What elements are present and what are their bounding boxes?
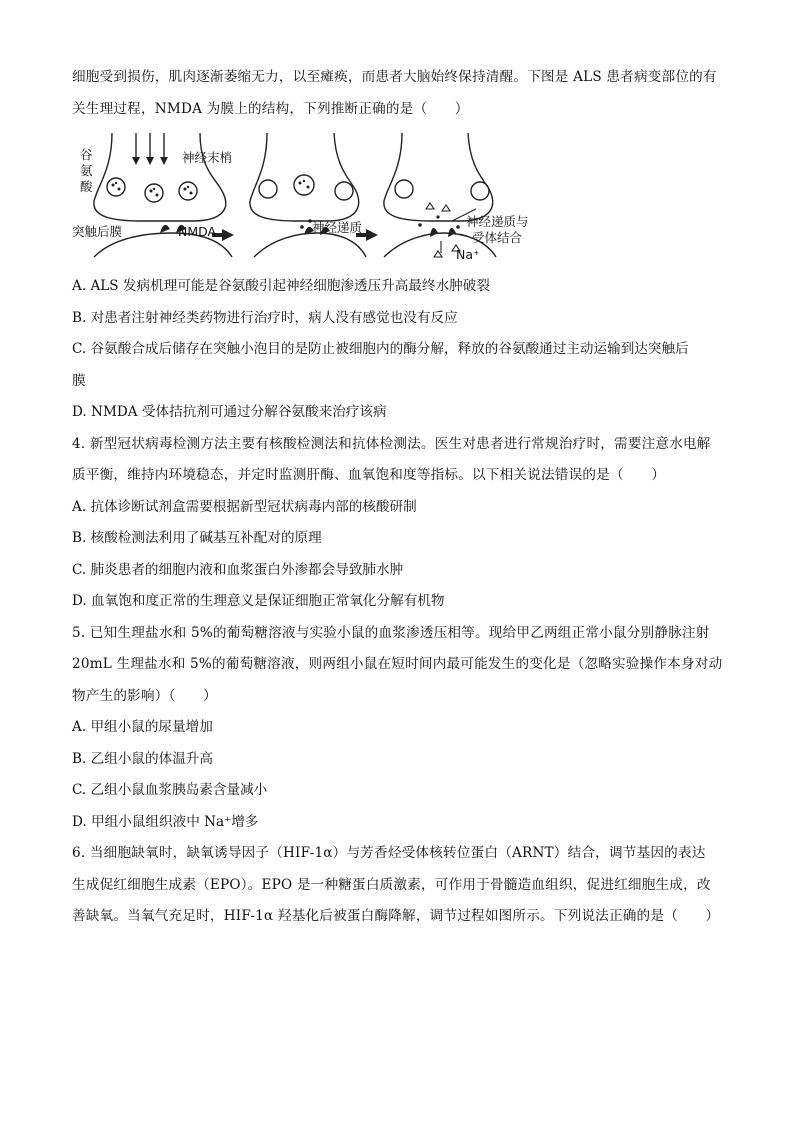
q3-option-c-line1: C. 谷氨酸合成后储存在突触小泡目的是防止被细胞内的酶分解，释放的谷氨酸通过主动运输到达突触后 [72, 341, 689, 357]
q5-option-a: A. 甲组小鼠的尿量增加 [72, 719, 213, 735]
exam-page [72, 62, 724, 933]
q4-stem-line1: 4. 新型冠状病毒检测方法主要有核酸检测法和抗体检测法。医生对患者进行常规治疗时，需要注意水电解 [72, 435, 711, 452]
sodium-ion-label: Na⁺ [456, 247, 480, 262]
postsynaptic-membrane-label: 突触后膜 [72, 224, 123, 239]
binding-label-line2: 受体结合 [472, 230, 523, 245]
q4-option-b: B. 核酸检测法利用了碱基互补配对的原理 [72, 530, 322, 546]
q6-stem-line1: 6. 当细胞缺氧时，缺氧诱导因子（HIF-1α）与芳香烃受体核转位蛋白（ARNT）结合，调节基因的表达 [72, 845, 706, 861]
q5-option-c: C. 乙组小鼠血浆胰岛素含量减小 [72, 782, 268, 798]
q6-stem-line3: 善缺氧。当氧气充足时，HIF-1α 羟基化后被蛋白酶降解，调节过程如图所示。下列说法正确的是（ ） [72, 908, 720, 924]
glutamate-label: 谷氨酸 [80, 147, 93, 194]
q5-stem-line2: 20mL 生理盐水和 5%的葡萄糖溶液，则两组小鼠在短时间内最可能发生的变化是（忽略实验操作本身对动 [72, 656, 723, 672]
q4-stem-line2: 质平衡，维持内环境稳态，并定时监测肝酶、血氧饱和度等指标。以下相关说法错误的是（ ） [72, 467, 666, 483]
neurotransmitter-label: 神经递质 [312, 220, 363, 235]
nerve-terminal-label: 神经末梢 [182, 150, 233, 165]
q3-stem-line1: 细胞受到损伤，肌肉逐渐萎缩无力，以至瘫痪，而患者大脑始终保持清醒。下图是 ALS 患者病变部位的有 [72, 69, 717, 85]
q3-option-b: B. 对患者注射神经类药物进行治疗时，病人没有感觉也没有反应 [72, 309, 458, 326]
synapse-figure [72, 129, 542, 269]
q5-option-b: B. 乙组小鼠的体温升高 [72, 750, 213, 767]
q4-option-c: C. 肺炎患者的细胞内液和血浆蛋白外渗都会导致肺水肿 [72, 561, 404, 578]
q5-stem-line1: 5. 已知生理盐水和 5%的葡萄糖溶液与实验小鼠的血浆渗透压相等。现给甲乙两组正常小鼠分别静脉注射 [72, 624, 710, 641]
q4-option-d: D. 血氧饱和度正常的生理意义是保证细胞正常氧化分解有机物 [72, 593, 445, 609]
q5-option-d: D. 甲组小鼠组织液中 Na⁺增多 [72, 813, 259, 830]
nmda-label: NMDA [178, 224, 217, 239]
q3-option-c-line2: 膜 [72, 372, 86, 389]
q3-stem-line2: 关生理过程，NMDA 为膜上的结构，下列推断正确的是（ ） [72, 100, 469, 117]
binding-label-line1: 神经递质与 [466, 214, 529, 229]
q3-option-d: D. NMDA 受体拮抗剂可通过分解谷氨酸来治疗该病 [72, 404, 387, 420]
presynaptic-terminal-1 [94, 133, 226, 221]
q3-option-a: A. ALS 发病机理可能是谷氨酸引起神经细胞渗透压升高最终水肿破裂 [72, 278, 490, 294]
q4-option-a: A. 抗体诊断试剂盒需要根据新型冠状病毒内部的核酸研制 [72, 498, 417, 515]
q5-stem-line3: 物产生的影响）（ ） [72, 687, 217, 704]
q6-stem-line2: 生成促红细胞生成素（EPO）。EPO 是一种糖蛋白质激素，可作用于骨髓造血组织，促进红细胞生成，改 [72, 876, 711, 893]
